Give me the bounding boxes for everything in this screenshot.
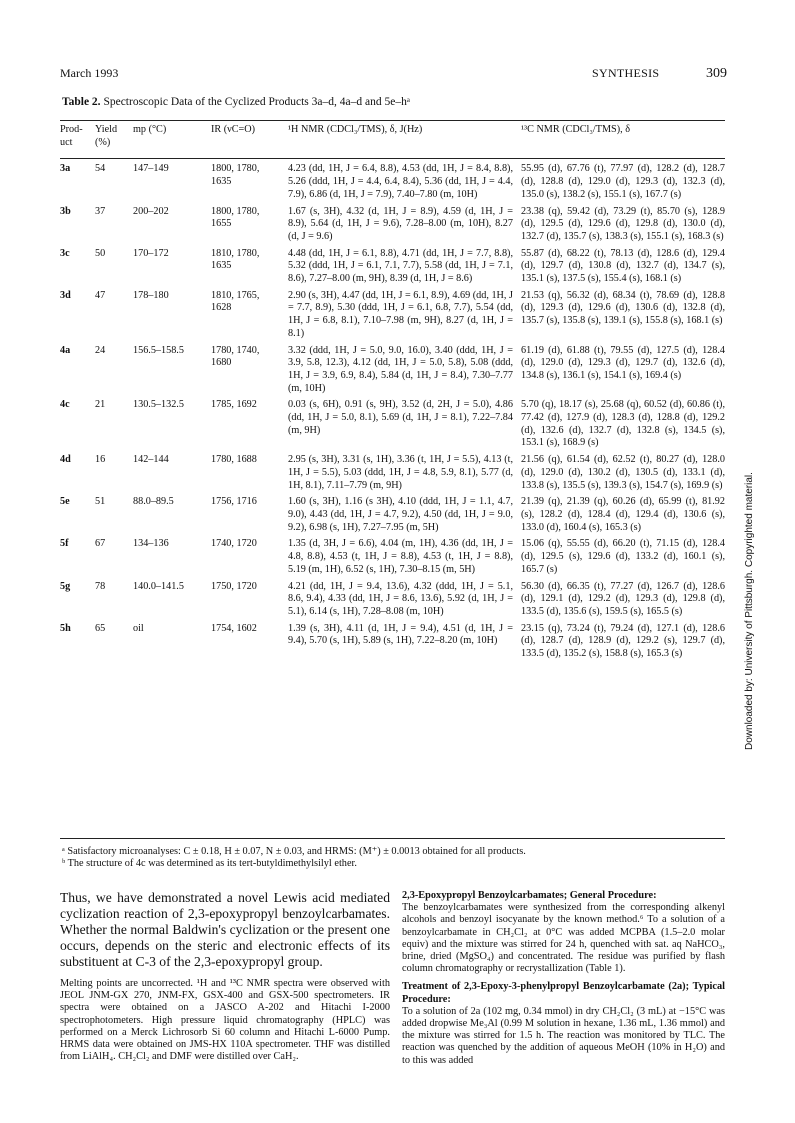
cell-yield: 78 (95, 580, 106, 592)
download-watermark (732, 370, 755, 750)
col-header-yield: Yield (%) (95, 124, 118, 148)
table-bottom-rule (60, 838, 725, 839)
header-date: March 1993 (60, 66, 119, 80)
cell-yield: 50 (95, 247, 106, 259)
cell-mp: 156.5–158.5 (133, 344, 184, 356)
cell-yield: 24 (95, 344, 106, 356)
table-caption-text: Spectroscopic Data of the Cyclized Products 3a–d, 4a–d and 5e–hᵃ (103, 96, 410, 108)
cell-hnmr: 1.60 (s, 3H), 1.16 (s 3H), 4.10 (ddd, 1H, J = 1.1, 4.7, 9.0), 4.43 (dd, 1H, J = 4.7, 9.2), 4.50 (dd, 1H, J = 9.0, 9.2), 6.98 (s, 1H), 7.27–7.95 (m, 5H) (288, 496, 513, 533)
experimental-paragraph: Melting points are uncorrected. ¹H and ¹³C NMR spectra were observed with JEOL JNM-GX 270, JNM-FX, GSX-400 and GSX-500 spectrometers. IR spectra were obtained on a JASCO A-202 and Hitachi I-2000 spectrophotometers. High pressure liquid chromatography (HPLC) was performed on a Merck Lichrosorb Si 60 column and Hitachi L-6000 Pump. HRMS data were obtained on JMS-HX 110A spectrometer. THF was distilled from LiAlH₄. CH₂Cl₂ and DMF were distilled over CaH₂. (60, 978, 390, 1063)
cell-mp: 134–136 (133, 538, 169, 550)
left-column (60, 890, 390, 1069)
cell-cnmr: 15.06 (q), 55.55 (d), 66.20 (t), 71.15 (d), 128.4 (d), 129.5 (s), 129.6 (d), 133.2 (d), 160.1 (s), 165.7 (s) (521, 538, 725, 575)
cell-hnmr: 1.35 (d, 3H, J = 6.6), 4.04 (m, 1H), 4.36 (dd, 1H, J = 4.8, 8.8), 4.53 (t, 1H, J = 8.8), 4.53 (t, 1H, J = 8.8), 5.19 (m, 1H), 6.52 (s, 1H), 7.30–8.15 (m, 5H) (288, 538, 513, 575)
cell-ir: 1780, 1740, 1680 (211, 344, 260, 369)
table-row (60, 534, 725, 576)
right-column (402, 890, 725, 1073)
cell-ir: 1800, 1780, 1635 (211, 163, 260, 188)
cell-mp: 147–149 (133, 163, 169, 175)
cell-cnmr: 23.38 (q), 59.42 (d), 73.29 (t), 85.70 (s), 128.9 (d), 129.5 (d), 129.6 (d), 129.8 (d), 130.0 (d), 132.7 (d), 135.7 (s), 138.3 (s), 155.1 (s), 168.3 (s) (521, 205, 725, 242)
table-body (60, 155, 725, 660)
table-label: Table 2. (62, 96, 101, 108)
table-row (60, 492, 725, 534)
table-row (60, 244, 725, 286)
cell-yield: 65 (95, 622, 106, 634)
table-row (60, 450, 725, 492)
procedure-body-2: To a solution of 2a (102 mg, 0.34 mmol) in dry CH₂Cl₂ (3 mL) at −15°C was added dropwise Me₃Al (0.99 M solution in hexane, 1.36 mL, 1.36 mmol) and the mixture was stirred for 1.5 h. The reaction was monitored by TLC. The reaction was quenched by the addition of aqueous MeOH (10% in H₂O) and to this was added (402, 1005, 725, 1066)
conclusion-paragraph: Thus, we have demonstrated a novel Lewis acid mediated cyclization reaction of 2,3-epoxypropyl benzoylcarbamates. Whether the normal Baldwin's cyclization or the present one occurs, depends on the steric and electronic effects of its substituent at C-3 of the 2,3-epoxypropyl group. (60, 890, 390, 969)
cell-cnmr: 23.15 (q), 73.24 (t), 79.24 (d), 127.1 (d), 128.6 (d), 128.7 (d), 128.9 (d), 129.2 (s), 129.7 (d), 133.5 (d), 135.2 (s), 158.8 (s), 165.3 (s) (521, 622, 725, 660)
cell-product: 5h (60, 622, 71, 634)
table-row (60, 341, 725, 396)
col-header-hnmr: ¹H NMR (CDCl₃/TMS), δ, J(Hz) (288, 124, 423, 135)
cell-hnmr: 3.32 (ddd, 1H, J = 5.0, 9.0, 16.0), 3.40 (ddd, 1H, J = 3.9, 5.8, 12.3), 4.12 (dd, 1H, J = 5.0, 5.8), 5.08 (ddd, 1H, J = 3.9, 6.9, 8.4), 5.84 (d, 1H, J = 8.4), 7.30–7.77 (m, 10H) (288, 344, 513, 394)
table-row (60, 286, 725, 341)
cell-product: 5f (60, 538, 69, 550)
cell-hnmr: 4.48 (dd, 1H, J = 6.1, 8.8), 4.71 (dd, 1H, J = 7.7, 8.8), 5.32 (ddd, 1H, J = 6.1, 7.1, 7.7), 5.58 (dd, 1H, J = 7.1, 8.6), 7.27–8.00 (m, 9H), 8.39 (d, 1H, J = 8.6) (288, 247, 513, 285)
cell-mp: 142–144 (133, 454, 169, 466)
cell-cnmr: 61.19 (d), 61.88 (t), 79.55 (d), 127.5 (d), 128.4 (d), 129.0 (d), 129.3 (d), 129.7 (d), 132.6 (d), 134.8 (s), 136.1 (s), 154.1 (s), 169.4 (s) (521, 344, 725, 381)
spectroscopic-data-table (60, 124, 725, 661)
table-row (60, 155, 725, 201)
cell-cnmr: 55.87 (d), 68.22 (t), 78.13 (d), 128.6 (d), 129.4 (d), 129.7 (d), 130.8 (d), 132.7 (d), 134.7 (s), 135.1 (s), 137.5 (s), 155.4 (s), 168.1 (s) (521, 247, 725, 285)
cell-product: 3c (60, 247, 70, 259)
cell-ir: 1780, 1688 (211, 454, 257, 466)
header-page-number: 309 (706, 66, 727, 81)
cell-product: 4d (60, 454, 71, 466)
cell-mp: 140.0–141.5 (133, 580, 184, 592)
footnote-a: ᵃ Satisfactory microanalyses: C ± 0.18, H ± 0.07, N ± 0.03, and HRMS: (M⁺) ± 0.0013 obtained for all products. (62, 846, 526, 857)
cell-ir: 1810, 1780, 1635 (211, 247, 260, 272)
cell-cnmr: 5.70 (q), 18.17 (s), 25.68 (q), 60.52 (d), 60.86 (t), 77.42 (d), 127.9 (d), 128.3 (d), 128.8 (d), 129.2 (d), 132.6 (d), 132.7 (d), 132.8 (s), 134.5 (s), 153.1 (s), 168.9 (s) (521, 399, 725, 449)
footnote-b: ᵇ The structure of 4c was determined as its tert-butyldimethylsilyl ether. (62, 858, 357, 869)
cell-mp: 200–202 (133, 205, 169, 217)
cell-cnmr: 21.56 (q), 61.54 (d), 62.52 (t), 80.27 (d), 128.0 (d), 129.0 (d), 130.2 (d), 130.5 (d), 133.1 (d), 133.8 (s), 135.5 (s), 139.3 (s), 154.7 (s), 169.9 (s) (521, 454, 725, 491)
cell-hnmr: 2.90 (s, 3H), 4.47 (dd, 1H, J = 6.1, 8.9), 4.69 (dd, 1H, J = 7.7, 8.9), 5.30 (ddd, 1H, J = 6.1, 6.8, 7.7), 5.54 (dd, 1H, J = 6.8, 8.1), 7.10–7.98 (m, 9H), 8.27 (d, 1H, J = 8.1) (288, 289, 513, 339)
cell-ir: 1754, 1602 (211, 622, 257, 634)
procedure-body-1: The benzoylcarbamates were synthesized from the corresponding alkenyl alcohols and benzoyl isocyanate by the known method.⁶ To a solution of a benzoylcarbamate in CH₂Cl₂ at 0°C was added MCPBA (1.5–2.0 molar equiv) and the mixture was stirred for 24 h, quenched with sat. aq NaHCO₃, brine, dried (MgSO₄) and concentrated. The residue was purified by flash column chromatography or recrystallization (Table 1). (402, 902, 725, 975)
cell-product: 4c (60, 399, 70, 411)
cell-hnmr: 1.39 (s, 3H), 4.11 (d, 1H, J = 9.4), 4.51 (d, 1H, J = 9.4), 5.70 (s, 1H), 5.89 (s, 1H), 7.22–8.20 (m, 10H) (288, 622, 513, 647)
table-row (60, 395, 725, 450)
cell-yield: 21 (95, 399, 106, 411)
cell-product: 4a (60, 344, 71, 356)
cell-mp: 88.0–89.5 (133, 496, 174, 508)
table-header-row (60, 124, 725, 155)
col-header-cnmr: ¹³C NMR (CDCl₃/TMS), δ (521, 124, 630, 135)
col-header-ir: IR (νC=O) (211, 124, 256, 135)
cell-product: 3d (60, 289, 71, 301)
cell-yield: 16 (95, 454, 106, 466)
cell-hnmr: 0.03 (s, 6H), 0.91 (s, 9H), 3.52 (d, 2H, J = 5.0), 4.86 (dd, 1H, J = 5.0, 8.1), 5.69 (d, 1H, J = 8.1), 7.22–7.84 (m, 9H) (288, 399, 513, 436)
table-row (60, 202, 725, 244)
cell-ir: 1740, 1720 (211, 538, 257, 550)
cell-mp: 130.5–132.5 (133, 399, 184, 411)
cell-hnmr: 2.95 (s, 3H), 3.31 (s, 1H), 3.36 (t, 1H, J = 5.5), 4.13 (t, 1H, J = 5.5), 5.03 (ddd, 1H, J = 4.8, 5.9, 8.1), 5.77 (d, 1H, 8.1), 7.11–7.79 (m, 9H) (288, 454, 513, 491)
cell-yield: 51 (95, 496, 106, 508)
cell-yield: 47 (95, 289, 106, 301)
col-header-product: Prod- uct (60, 124, 83, 148)
cell-product: 3a (60, 163, 71, 175)
table-top-rule (60, 120, 725, 121)
cell-yield: 54 (95, 163, 106, 175)
header-journal: SYNTHESIS (592, 66, 660, 80)
cell-ir: 1756, 1716 (211, 496, 257, 508)
cell-mp: 170–172 (133, 247, 169, 259)
cell-product: 5g (60, 580, 71, 592)
cell-hnmr: 4.23 (dd, 1H, J = 6.4, 8.8), 4.53 (dd, 1H, J = 8.4, 8.8), 5.26 (ddd, 1H, J = 4.4, 6.4, 8.4), 5.36 (dd, 1H, J = 4.4, 7.9), 6.86 (d, 1H, J = 7.9), 7.40–7.80 (m, 10H) (288, 163, 513, 200)
table-caption (62, 96, 410, 108)
table-row (60, 619, 725, 661)
download-watermark-text: Downloaded by: University of Pittsburgh. Copyrighted material. (744, 472, 755, 750)
cell-cnmr: 21.53 (q), 56.32 (d), 68.34 (t), 78.69 (d), 128.8 (d), 129.3 (d), 129.6 (d), 130.6 (d), 132.8 (d), 135.7 (s), 135.8 (s), 139.1 (s), 155.8 (s), 168.1 (s) (521, 289, 725, 327)
col-header-mp: mp (°C) (133, 124, 167, 135)
cell-ir: 1750, 1720 (211, 580, 257, 592)
cell-product: 5e (60, 496, 70, 508)
cell-product: 3b (60, 205, 71, 217)
cell-ir: 1785, 1692 (211, 399, 257, 411)
cell-yield: 67 (95, 538, 106, 550)
cell-yield: 37 (95, 205, 106, 217)
cell-cnmr: 56.30 (d), 66.35 (t), 77.27 (d), 126.7 (d), 128.6 (d), 129.1 (d), 129.2 (d), 129.3 (d), 129.8 (d), 133.5 (d), 135.6 (s), 159.5 (s), 165.5 (s) (521, 580, 725, 617)
cell-mp: 178–180 (133, 289, 169, 301)
cell-hnmr: 1.67 (s, 3H), 4.32 (d, 1H, J = 8.9), 4.59 (d, 1H, J = 8.9), 5.64 (d, 1H, J = 9.6), 7.28–8.00 (m, 10H), 8.27 (d, J = 9.6) (288, 205, 513, 242)
cell-cnmr: 21.39 (q), 21.39 (q), 60.26 (d), 65.99 (t), 81.92 (s), 128.2 (d), 128.4 (d), 129.4 (d), 130.6 (s), 133.0 (d), 160.4 (s), 165.3 (s) (521, 496, 725, 533)
table-row (60, 577, 725, 619)
cell-ir: 1800, 1780, 1655 (211, 205, 260, 230)
cell-mp: oil (133, 622, 144, 634)
cell-cnmr: 55.95 (d), 67.76 (t), 77.97 (d), 128.2 (d), 128.7 (d), 128.8 (d), 129.0 (d), 129.3 (d), 132.3 (d), 135.0 (s), 138.2 (s), 155.1 (s), 167.7 (s) (521, 163, 725, 200)
cell-hnmr: 4.21 (dd, 1H, J = 9.4, 13.6), 4.32 (ddd, 1H, J = 5.1, 8.6, 9.4), 4.33 (dd, 1H, J = 8.6, 13.6), 5.92 (d, 1H, J = 5.1), 6.14 (s, 1H), 7.28–8.08 (m, 10H) (288, 580, 513, 617)
procedure-heading-1: 2,3-Epoxypropyl Benzoylcarbamates; General Procedure: (402, 890, 657, 901)
procedure-heading-2: Treatment of 2,3-Epoxy-3-phenylpropyl Benzoylcarbamate (2a); Typical Procedure: (402, 981, 725, 1005)
cell-ir: 1810, 1765, 1628 (211, 289, 260, 314)
